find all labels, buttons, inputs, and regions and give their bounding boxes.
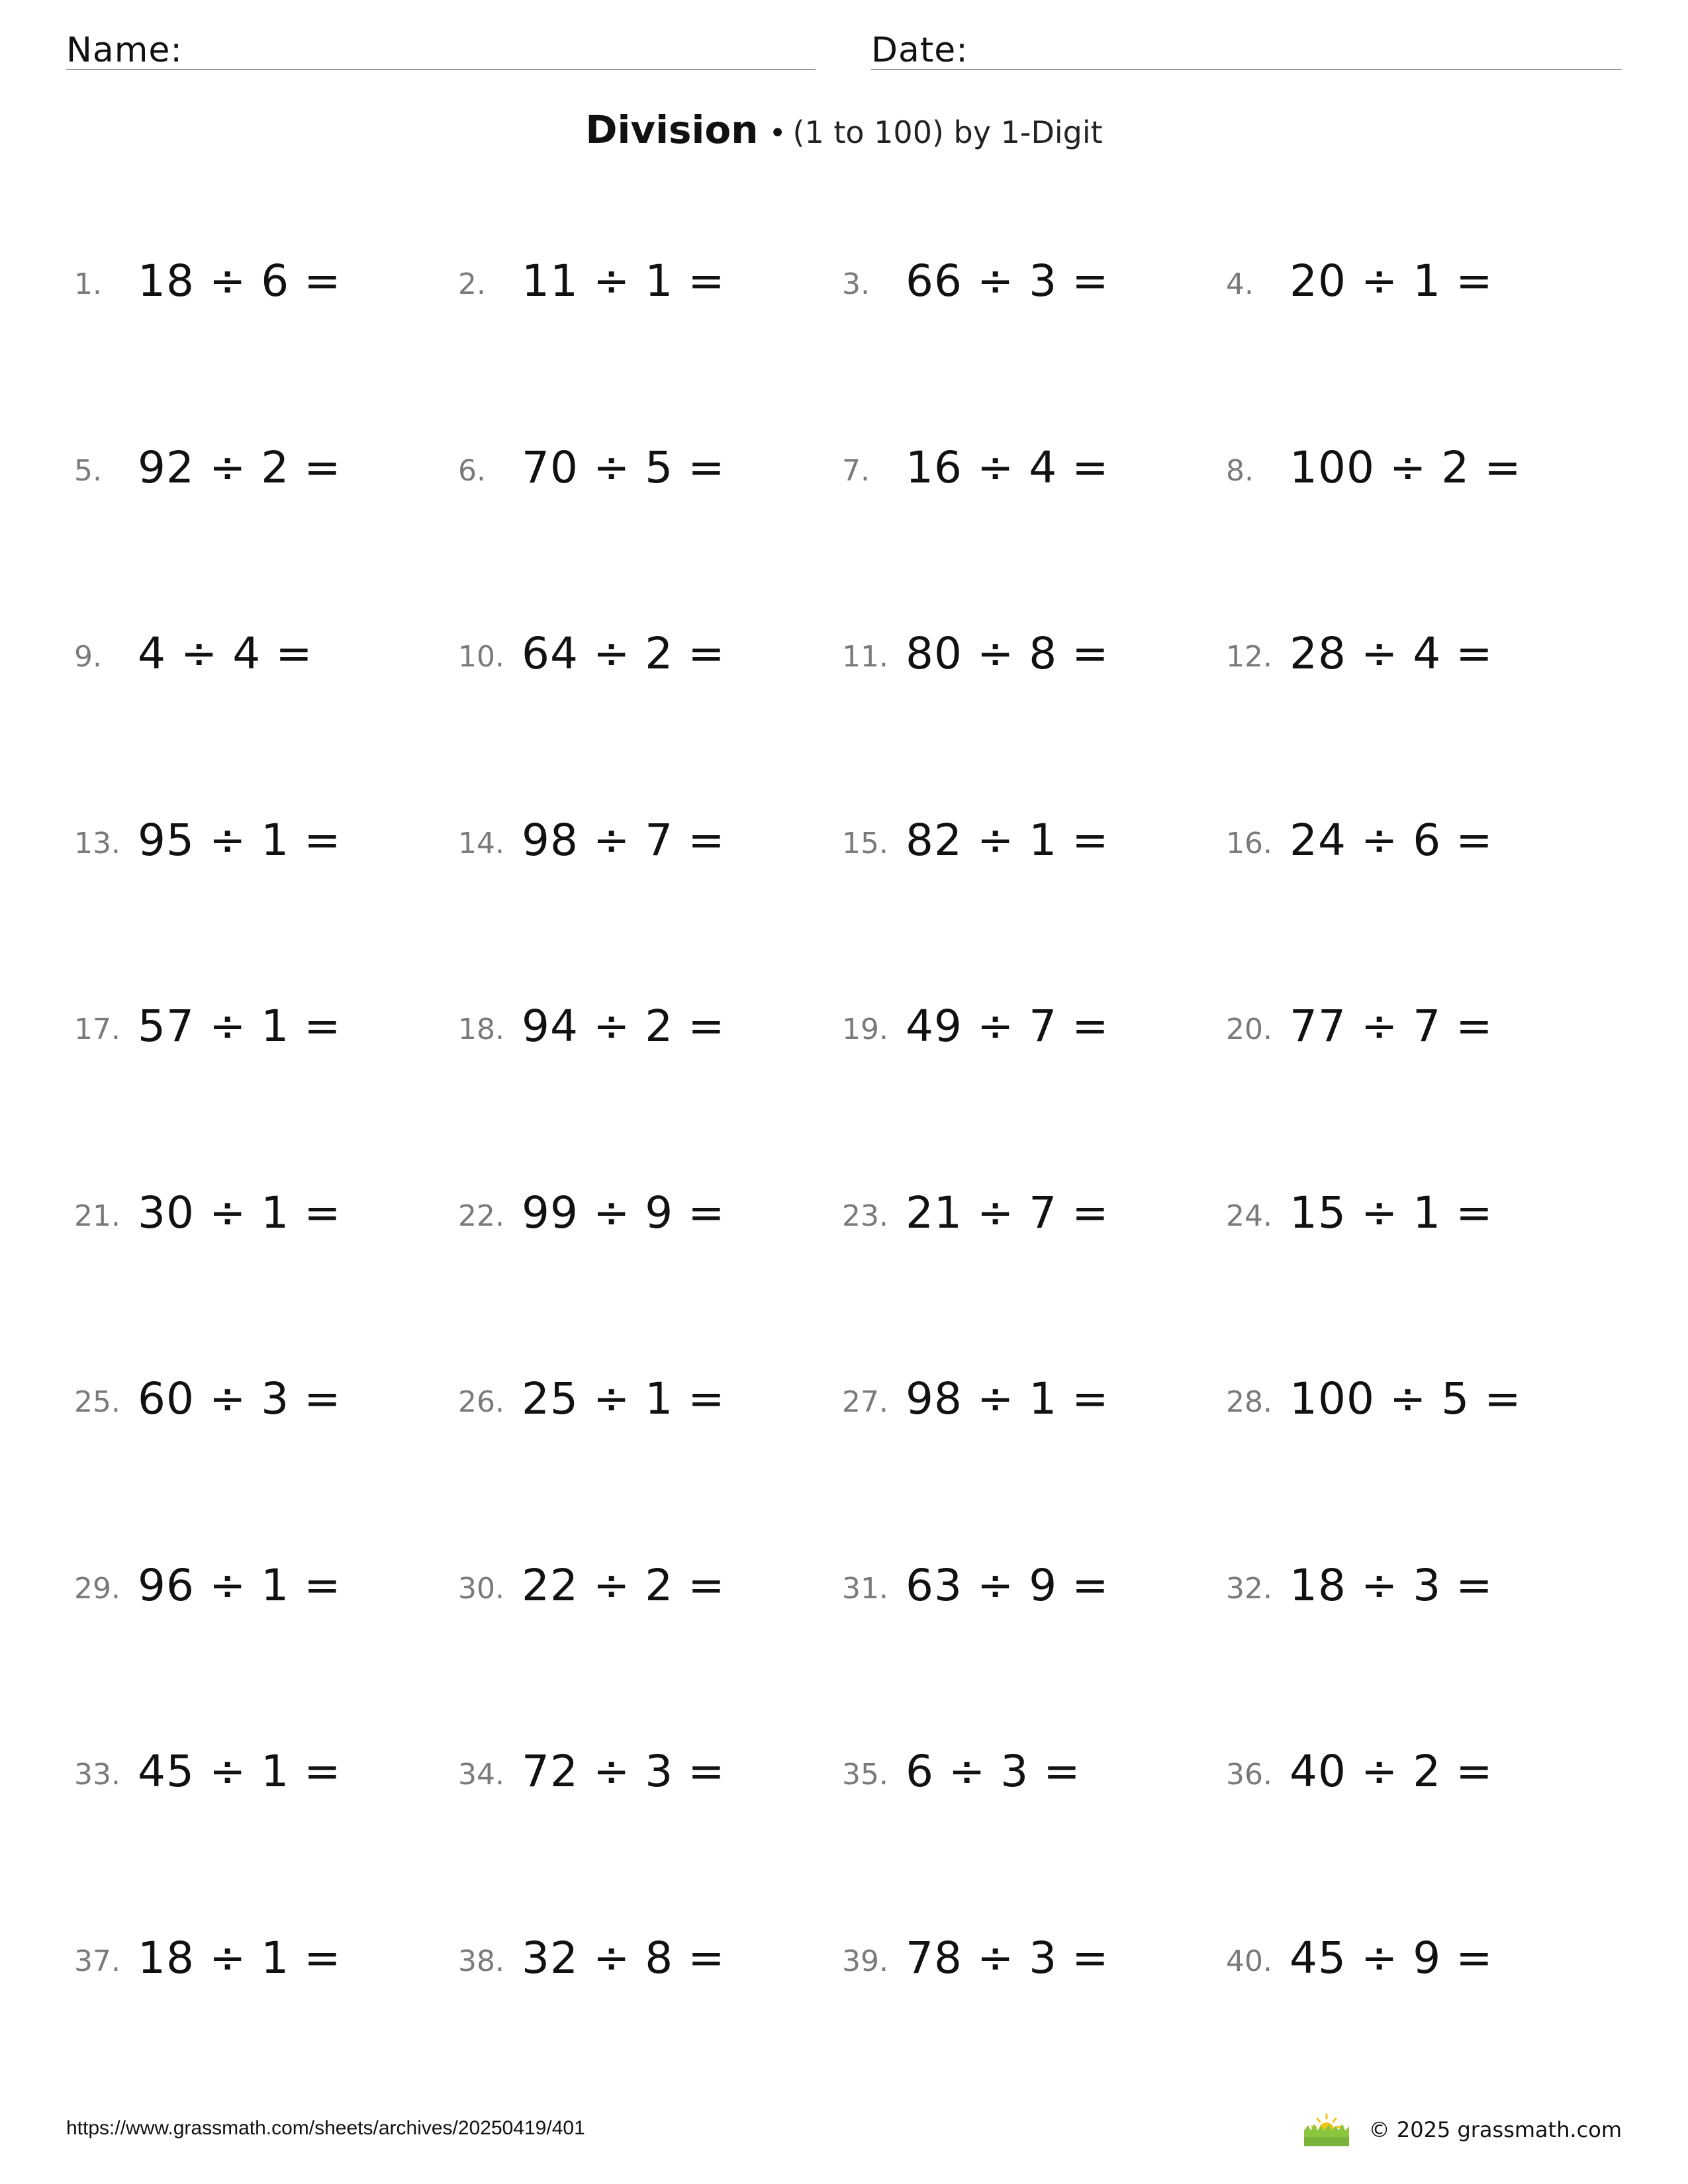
problem-number: 24. bbox=[1226, 1199, 1272, 1233]
problem-item bbox=[458, 995, 829, 1055]
problem-number: 3. bbox=[842, 267, 870, 301]
problem-item bbox=[458, 437, 829, 496]
problem-expression: 6 ÷ 3 = bbox=[906, 1746, 1081, 1797]
problem-expression: 24 ÷ 6 = bbox=[1289, 814, 1493, 866]
problem-item bbox=[1226, 995, 1597, 1055]
problem-expression: 82 ÷ 1 = bbox=[906, 814, 1109, 866]
problem-number: 16. bbox=[1226, 826, 1272, 860]
problem-item bbox=[74, 809, 445, 869]
problem-item bbox=[842, 1741, 1213, 1800]
problem-expression: 16 ÷ 4 = bbox=[906, 441, 1109, 493]
problem-item bbox=[1226, 623, 1597, 682]
problem-item bbox=[842, 1182, 1213, 1242]
problem-expression: 80 ÷ 8 = bbox=[906, 628, 1109, 679]
problem-number: 10. bbox=[458, 640, 504, 674]
problem-expression: 21 ÷ 7 = bbox=[906, 1187, 1109, 1238]
problem-item bbox=[74, 437, 445, 496]
problem-expression: 30 ÷ 1 = bbox=[138, 1187, 342, 1238]
footer-url: https://www.grassmath.com/sheets/archives/20250419/401 bbox=[66, 2117, 585, 2139]
problem-expression: 100 ÷ 5 = bbox=[1289, 1373, 1522, 1424]
problem-item bbox=[74, 250, 445, 310]
problem-item bbox=[458, 1182, 829, 1242]
title-separator: • bbox=[769, 116, 786, 150]
problem-number: 38. bbox=[458, 1944, 504, 1978]
problem-expression: 72 ÷ 3 = bbox=[522, 1746, 726, 1797]
problem-number: 35. bbox=[842, 1758, 888, 1792]
problem-expression: 64 ÷ 2 = bbox=[522, 628, 726, 679]
problem-number: 13. bbox=[74, 826, 120, 860]
problem-number: 39. bbox=[842, 1944, 888, 1978]
problem-item bbox=[842, 1927, 1213, 1987]
problem-expression: 99 ÷ 9 = bbox=[522, 1187, 726, 1238]
problem-item bbox=[74, 1368, 445, 1428]
problem-expression: 18 ÷ 1 = bbox=[138, 1932, 342, 1983]
problem-number: 15. bbox=[842, 826, 888, 860]
problem-number: 36. bbox=[1226, 1758, 1272, 1792]
problem-item bbox=[1226, 1182, 1597, 1242]
problem-expression: 22 ÷ 2 = bbox=[522, 1559, 726, 1611]
footer-brand bbox=[1303, 2111, 1622, 2148]
problem-expression: 94 ÷ 2 = bbox=[522, 1001, 726, 1052]
grass-sun-logo-icon bbox=[1303, 2113, 1350, 2146]
problem-expression: 45 ÷ 9 = bbox=[1289, 1932, 1493, 1983]
problem-expression: 49 ÷ 7 = bbox=[906, 1001, 1109, 1052]
problem-item bbox=[1226, 1927, 1597, 1987]
problem-expression: 18 ÷ 3 = bbox=[1289, 1559, 1493, 1611]
problem-expression: 11 ÷ 1 = bbox=[522, 255, 726, 306]
problem-number: 21. bbox=[74, 1199, 120, 1233]
problem-number: 2. bbox=[458, 267, 486, 301]
problem-expression: 60 ÷ 3 = bbox=[138, 1373, 342, 1424]
problem-item bbox=[74, 1927, 445, 1987]
copyright-text: © 2025 grassmath.com bbox=[1368, 2117, 1622, 2142]
problem-number: 11. bbox=[842, 640, 888, 674]
problem-item bbox=[842, 250, 1213, 310]
problem-number: 12. bbox=[1226, 640, 1272, 674]
problem-number: 14. bbox=[458, 826, 504, 860]
problem-number: 20. bbox=[1226, 1013, 1272, 1046]
problem-item bbox=[842, 809, 1213, 869]
problem-number: 30. bbox=[458, 1571, 504, 1606]
problem-number: 8. bbox=[1226, 453, 1254, 488]
problem-expression: 40 ÷ 2 = bbox=[1289, 1746, 1493, 1797]
problem-item bbox=[842, 623, 1213, 682]
problem-expression: 66 ÷ 3 = bbox=[906, 255, 1109, 306]
problem-item bbox=[458, 623, 829, 682]
problem-number: 17. bbox=[74, 1013, 120, 1046]
problem-number: 33. bbox=[74, 1758, 120, 1792]
problem-number: 4. bbox=[1226, 267, 1254, 301]
problem-item bbox=[74, 623, 445, 682]
problem-number: 19. bbox=[842, 1013, 888, 1046]
problem-number: 37. bbox=[74, 1944, 120, 1978]
problem-expression: 18 ÷ 6 = bbox=[138, 255, 342, 306]
problem-number: 32. bbox=[1226, 1571, 1272, 1606]
date-label: Date: bbox=[871, 30, 968, 70]
problem-item bbox=[74, 1182, 445, 1242]
problem-item bbox=[1226, 1368, 1597, 1428]
problem-number: 29. bbox=[74, 1571, 120, 1606]
problem-expression: 20 ÷ 1 = bbox=[1289, 255, 1493, 306]
problem-number: 18. bbox=[458, 1013, 504, 1046]
problem-expression: 70 ÷ 5 = bbox=[522, 441, 726, 493]
problem-item bbox=[74, 1741, 445, 1800]
problem-item bbox=[1226, 437, 1597, 496]
problem-expression: 45 ÷ 1 = bbox=[138, 1746, 342, 1797]
problem-item bbox=[74, 1555, 445, 1614]
problem-item bbox=[74, 995, 445, 1055]
problem-number: 9. bbox=[74, 640, 102, 674]
title-subtitle: (1 to 100) by 1-Digit bbox=[792, 114, 1103, 150]
problem-expression: 32 ÷ 8 = bbox=[522, 1932, 726, 1983]
problem-number: 34. bbox=[458, 1758, 504, 1792]
problem-item bbox=[842, 1368, 1213, 1428]
problem-expression: 28 ÷ 4 = bbox=[1289, 628, 1493, 679]
problem-item bbox=[458, 1555, 829, 1614]
problem-expression: 98 ÷ 1 = bbox=[906, 1373, 1109, 1424]
problem-expression: 100 ÷ 2 = bbox=[1289, 441, 1522, 493]
problem-expression: 96 ÷ 1 = bbox=[138, 1559, 342, 1611]
problem-item bbox=[842, 995, 1213, 1055]
problem-number: 22. bbox=[458, 1199, 504, 1233]
problem-item bbox=[1226, 1555, 1597, 1614]
problem-expression: 98 ÷ 7 = bbox=[522, 814, 726, 866]
problem-number: 28. bbox=[1226, 1385, 1272, 1419]
problem-number: 25. bbox=[74, 1385, 120, 1419]
problem-expression: 25 ÷ 1 = bbox=[522, 1373, 726, 1424]
name-label: Name: bbox=[66, 30, 183, 70]
problem-expression: 77 ÷ 7 = bbox=[1289, 1001, 1493, 1052]
problem-number: 7. bbox=[842, 453, 870, 488]
problem-item bbox=[842, 1555, 1213, 1614]
problem-item bbox=[1226, 1741, 1597, 1800]
problem-expression: 92 ÷ 2 = bbox=[138, 441, 342, 493]
problem-item bbox=[842, 437, 1213, 496]
title-main: Division bbox=[585, 107, 759, 152]
problem-item bbox=[1226, 250, 1597, 310]
problem-expression: 15 ÷ 1 = bbox=[1289, 1187, 1493, 1238]
problem-item bbox=[458, 250, 829, 310]
problem-expression: 78 ÷ 3 = bbox=[906, 1932, 1109, 1983]
problem-number: 23. bbox=[842, 1199, 888, 1233]
problem-number: 27. bbox=[842, 1385, 888, 1419]
problem-expression: 95 ÷ 1 = bbox=[138, 814, 342, 866]
problem-expression: 63 ÷ 9 = bbox=[906, 1559, 1109, 1611]
problem-number: 1. bbox=[74, 267, 102, 301]
problem-expression: 57 ÷ 1 = bbox=[138, 1001, 342, 1052]
problem-number: 26. bbox=[458, 1385, 504, 1419]
problem-item bbox=[458, 1741, 829, 1800]
problem-item bbox=[1226, 809, 1597, 869]
problem-item bbox=[458, 809, 829, 869]
problem-expression: 4 ÷ 4 = bbox=[138, 628, 313, 679]
problem-number: 31. bbox=[842, 1571, 888, 1606]
problem-item bbox=[458, 1368, 829, 1428]
problem-number: 40. bbox=[1226, 1944, 1272, 1978]
problem-number: 6. bbox=[458, 453, 486, 488]
problem-item bbox=[458, 1927, 829, 1987]
problem-number: 5. bbox=[74, 453, 102, 488]
